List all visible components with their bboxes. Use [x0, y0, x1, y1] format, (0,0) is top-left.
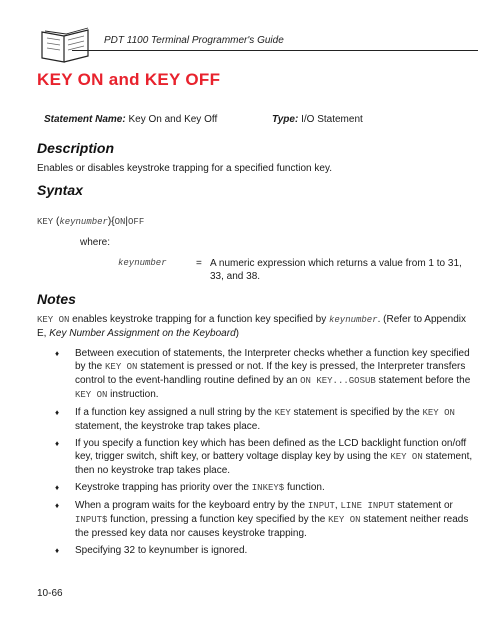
syntax-bar: | — [125, 216, 129, 227]
code-keynumber: keynumber — [329, 315, 378, 325]
note-code: KEY ON — [422, 408, 455, 418]
note-text: statement before the — [375, 375, 471, 386]
statement-name-value: Key On and Key Off — [128, 114, 218, 125]
list-item — [37, 406, 477, 433]
note-text: Keystroke trapping has priority over the — [75, 482, 252, 493]
running-title: PDT 1100 Terminal Programmer's Guide — [104, 35, 284, 46]
statement-type-value: I/O Statement — [301, 114, 363, 125]
bullet-diamond-icon: ♦ — [55, 439, 60, 448]
syntax-off: OFF — [128, 217, 145, 227]
parameter-equals: = — [196, 258, 202, 269]
syntax-brace-open: { — [111, 216, 115, 227]
statement-type — [272, 114, 363, 125]
note-code: KEY ON — [328, 515, 361, 525]
bullet-diamond-icon: ♦ — [55, 349, 60, 358]
bullet-diamond-icon: ♦ — [55, 408, 60, 417]
list-item — [37, 347, 477, 402]
note-text: If a function key assigned a null string by the — [75, 407, 275, 418]
note-text: Specifying 32 to keynumber is ignored. — [75, 545, 248, 556]
note-code: LINE INPUT — [340, 501, 395, 511]
list-item — [37, 481, 477, 495]
note-text: statement or — [394, 500, 453, 511]
page-title: KEY ON and KEY OFF — [37, 70, 221, 89]
syntax-line — [37, 215, 477, 229]
code-key-on: KEY ON — [37, 315, 70, 325]
bullet-diamond-icon: ♦ — [55, 546, 60, 555]
note-text: When a program waits for the keyboard entry by the — [75, 500, 308, 511]
note-text: statement neither reads the pressed key data nor causes keystroke trapping. — [75, 514, 469, 539]
note-code: INKEY$ — [251, 483, 285, 493]
note-text: If you specify a function key which has been defined as the LCD backlight function on/off key, trigger switch, shift key, or battery voltage display key by using the — [75, 438, 467, 462]
intro-text-2: . (Refer to Appendix E, — [37, 314, 466, 339]
bullet-diamond-icon: ♦ — [55, 483, 60, 492]
notes-heading: Notes — [37, 291, 76, 307]
header-divider — [72, 50, 478, 51]
list-item — [37, 499, 477, 540]
note-text: function, pressing a function key specified by the — [107, 514, 329, 525]
bullet-diamond-icon: ♦ — [55, 501, 60, 510]
statement-name-label: Statement Name: — [44, 114, 126, 125]
description-heading: Description — [37, 140, 115, 156]
note-text: Between execution of statements, the Interpreter checks whether a function key specified by the — [75, 348, 470, 372]
notes-intro — [37, 313, 477, 340]
note-text: function. — [284, 482, 325, 493]
note-text: statement is pressed or not. If the key is pressed, the Interpreter transfers control to the event-handling routine defined by an — [75, 361, 466, 386]
syntax-where: where: — [80, 237, 111, 248]
statement-name — [44, 114, 217, 125]
note-code: INPUT$ — [75, 515, 108, 525]
intro-text-3: ) — [235, 328, 239, 339]
note-text: , — [334, 500, 341, 511]
syntax-heading: Syntax — [37, 182, 83, 198]
notes-list — [37, 347, 477, 561]
syntax-paren-open: ( — [53, 216, 60, 227]
intro-text-1: enables keystroke trapping for a function key specified by — [69, 314, 329, 325]
note-code: KEY — [274, 408, 291, 418]
statement-type-label: Type: — [272, 114, 299, 125]
note-code: ON KEY...GOSUB — [300, 376, 376, 386]
note-code: KEY ON — [105, 362, 138, 372]
page-header — [38, 26, 478, 66]
note-text: statement is specified by the — [290, 407, 423, 418]
open-book-icon — [38, 26, 94, 64]
syntax-param: keynumber — [59, 217, 108, 227]
note-code: KEY ON — [75, 390, 108, 400]
parameter-name: keynumber — [118, 258, 167, 268]
syntax-on: ON — [114, 217, 126, 227]
appendix-reference: Key Number Assignment on the Keyboard — [49, 328, 236, 339]
description-text: Enables or disables keystroke trapping for a specified function key. — [37, 163, 332, 174]
note-text: statement, then no keystroke trap takes place. — [75, 451, 473, 476]
syntax-keyword-key: KEY — [37, 217, 54, 227]
syntax-paren-close: ) — [107, 216, 112, 227]
list-item — [37, 437, 477, 477]
note-code: KEY ON — [390, 452, 423, 462]
note-text: statement, the keystroke trap takes place. — [75, 421, 261, 432]
note-code: INPUT — [307, 501, 335, 511]
parameter-description: A numeric expression which returns a value from 1 to 31, 33, and 38. — [210, 258, 462, 282]
page-number: 10-66 — [37, 588, 63, 599]
note-text: instruction. — [107, 389, 159, 400]
list-item — [37, 544, 477, 557]
